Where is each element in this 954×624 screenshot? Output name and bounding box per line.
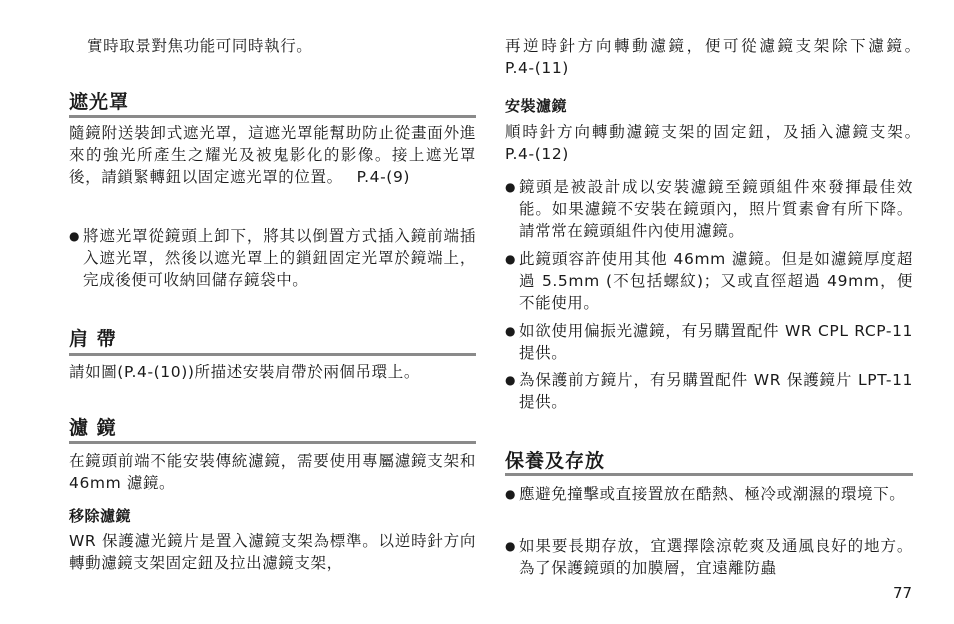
list-item-text: 應避免撞擊或直接置放在酷熱、極冷或潮濕的環境下。 (519, 485, 906, 503)
lens-hood-text: 隨鏡附送裝卸式遮光罩，這遮光罩能幫助防止從畫面外進來的強光所產生之耀光及被鬼影化的影像。接上遮光罩後，請鎖緊轉鈕以固定遮光罩的位置。 P.4-(9) (69, 124, 476, 186)
filter-text: 在鏡頭前端不能安裝傳統濾鏡，需要使用專屬濾鏡支架和 46mm 濾鏡。 (69, 452, 476, 492)
install-filter-text: 順時針方向轉動濾鏡支架的固定鈕，及插入濾鏡支架。 P.4-(12) (505, 123, 935, 163)
list-item-text: 鏡頭是被設計成以安裝濾鏡至鏡頭組件來發揮最佳效能。如果濾鏡不安裝在鏡頭內，照片質素會有所下降。請常常在鏡頭組件內使用濾鏡。 (519, 178, 913, 240)
bullet-icon: ● (505, 487, 517, 501)
strap-text: 請如圖(P.4-(10))所描述安裝肩帶於兩個吊環上。 (69, 363, 420, 381)
section-title-filter: 濾 鏡 (69, 417, 117, 439)
list-item-text: 為保護前方鏡片，有另購置配件 WR 保護鏡片 LPT-11 提供。 (519, 371, 913, 411)
section-title-care-storage: 保養及存放 (505, 450, 606, 472)
list-item-text: 如果要長期存放，宜選擇陰涼乾爽及通風良好的地方。為了保護鏡頭的加膜層，宜遠離防蟲 (519, 537, 913, 577)
list-item-text: 此鏡頭容許使用其他 46mm 濾鏡。但是如濾鏡厚度超過 5.5mm (不包括螺紋)；又或直徑超過 49mm，便不能使用。 (519, 250, 913, 312)
list-item (505, 535, 913, 579)
continue-text: 再逆時針方向轉動濾鏡，便可從濾鏡支架除下濾鏡。 P.4-(11) (505, 37, 935, 77)
subsection-title-install-filter: 安裝濾鏡 (505, 97, 568, 115)
list-item (505, 248, 913, 314)
list-item (505, 369, 913, 413)
bullet-icon: ● (69, 229, 81, 243)
remove-filter-text: WR 保護濾光鏡片是置入濾鏡支架為標準。以逆時針方向轉動濾鏡支架固定鈕及拉出濾鏡支架， (69, 532, 476, 572)
intro-text: 實時取景對焦功能可同時執行。 (87, 37, 313, 55)
bullet-icon: ● (505, 180, 517, 194)
subsection-title-remove-filter: 移除濾鏡 (69, 507, 132, 525)
section-divider (69, 353, 476, 356)
section-title-strap: 肩 帶 (69, 328, 117, 350)
list-item (69, 225, 476, 291)
page-number: 77 (893, 584, 913, 602)
section-title-lens-hood: 遮光罩 (69, 91, 130, 113)
list-item (505, 176, 913, 242)
list-item-text: 如欲使用偏振光濾鏡，有另購置配件 WR CPL RCP-11 提供。 (519, 322, 913, 362)
section-divider (69, 115, 476, 118)
section-divider (69, 441, 476, 444)
bullet-icon: ● (505, 373, 517, 387)
bullet-icon: ● (505, 539, 517, 553)
list-item (505, 320, 913, 364)
bullet-icon: ● (505, 252, 517, 266)
list-item (505, 483, 913, 505)
bullet-icon: ● (505, 324, 517, 338)
list-item-text: 將遮光罩從鏡頭上卸下，將其以倒置方式插入鏡前端插入遮光罩，然後以遮光罩上的鎖鈕固定光罩於鏡端上，完成後便可收納回儲存鏡袋中。 (83, 227, 476, 289)
section-divider (505, 473, 913, 476)
